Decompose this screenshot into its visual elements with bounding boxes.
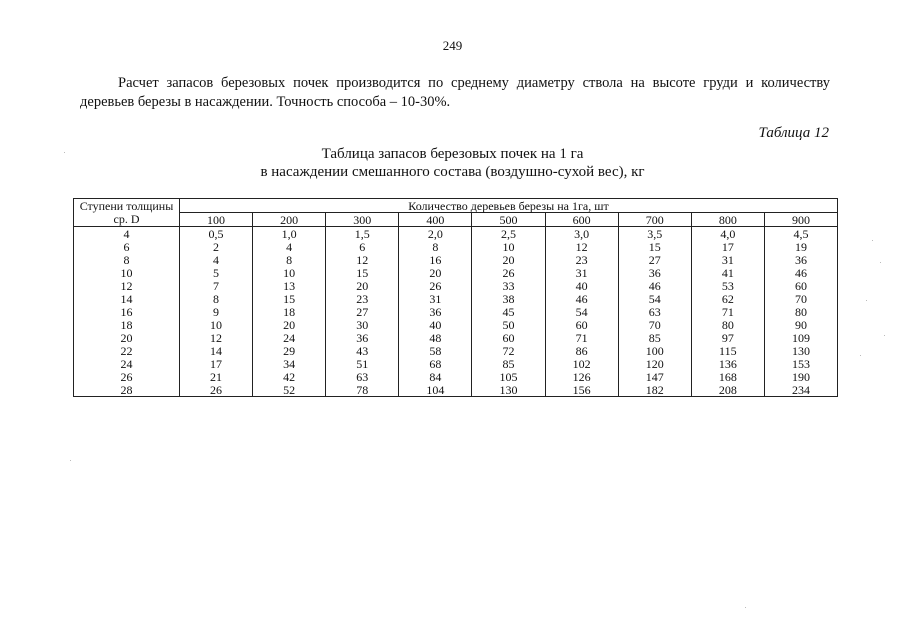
- stock-value-cell: 36: [399, 305, 472, 318]
- table-row: [74, 266, 838, 279]
- stock-value-cell: 153: [764, 357, 837, 370]
- stock-value-cell: 84: [399, 370, 472, 383]
- column-header: 300: [326, 213, 399, 227]
- stock-value-cell: 16: [399, 253, 472, 266]
- table-row: [74, 240, 838, 253]
- stock-value-cell: 147: [618, 370, 691, 383]
- scan-speck: [880, 262, 881, 263]
- diameter-cell: 12: [74, 279, 180, 292]
- stock-value-cell: 2: [180, 240, 253, 253]
- column-header: 100: [180, 213, 253, 227]
- stock-value-cell: 156: [545, 383, 618, 397]
- table-row: [74, 370, 838, 383]
- table-row: [74, 227, 838, 241]
- stock-value-cell: 41: [691, 266, 764, 279]
- column-header: 600: [545, 213, 618, 227]
- column-header: 800: [691, 213, 764, 227]
- stock-value-cell: 14: [180, 344, 253, 357]
- intro-paragraph: Расчет запасов березовых почек производится по среднему диаметру ствола на высоте груди и количеству деревьев березы в насаждении. Точность способа – 10-30%.: [80, 75, 830, 110]
- stock-value-cell: 102: [545, 357, 618, 370]
- stock-value-cell: 7: [180, 279, 253, 292]
- stock-value-cell: 24: [253, 331, 326, 344]
- stock-value-cell: 31: [691, 253, 764, 266]
- diameter-cell: 16: [74, 305, 180, 318]
- stock-value-cell: 62: [691, 292, 764, 305]
- stock-value-cell: 72: [472, 344, 545, 357]
- stock-value-cell: 54: [545, 305, 618, 318]
- stock-value-cell: 26: [180, 383, 253, 397]
- diameter-cell: 14: [74, 292, 180, 305]
- stock-value-cell: 168: [691, 370, 764, 383]
- stock-value-cell: 60: [472, 331, 545, 344]
- scan-speck: [872, 240, 873, 241]
- table-row: [74, 292, 838, 305]
- stock-value-cell: 85: [472, 357, 545, 370]
- table-row: [74, 383, 838, 397]
- stock-value-cell: 23: [326, 292, 399, 305]
- stock-value-cell: 52: [253, 383, 326, 397]
- group-header: Количество деревьев березы на 1га, шт: [180, 199, 838, 213]
- stock-value-cell: 17: [180, 357, 253, 370]
- stock-value-cell: 70: [618, 318, 691, 331]
- stock-value-cell: 15: [253, 292, 326, 305]
- scan-speck: [860, 355, 861, 356]
- stock-value-cell: 31: [399, 292, 472, 305]
- stock-value-cell: 53: [691, 279, 764, 292]
- stock-value-cell: 109: [764, 331, 837, 344]
- stock-value-cell: 20: [472, 253, 545, 266]
- stock-value-cell: 26: [472, 266, 545, 279]
- stock-value-cell: 3,0: [545, 227, 618, 241]
- table-row: [74, 331, 838, 344]
- diameter-cell: 8: [74, 253, 180, 266]
- stock-value-cell: 70: [764, 292, 837, 305]
- stock-value-cell: 105: [472, 370, 545, 383]
- table-row: [74, 253, 838, 266]
- stock-value-cell: 54: [618, 292, 691, 305]
- table-row: [74, 279, 838, 292]
- stock-value-cell: 48: [399, 331, 472, 344]
- scan-speck: [745, 607, 746, 608]
- scan-speck: [64, 152, 65, 153]
- stock-value-cell: 100: [618, 344, 691, 357]
- stock-value-cell: 38: [472, 292, 545, 305]
- stock-value-cell: 12: [180, 331, 253, 344]
- stock-value-cell: 63: [326, 370, 399, 383]
- stock-value-cell: 29: [253, 344, 326, 357]
- stock-value-cell: 2,5: [472, 227, 545, 241]
- stock-value-cell: 126: [545, 370, 618, 383]
- column-header: 400: [399, 213, 472, 227]
- stock-value-cell: 12: [326, 253, 399, 266]
- stock-value-cell: 46: [545, 292, 618, 305]
- scan-speck: [866, 300, 867, 301]
- stock-value-cell: 18: [253, 305, 326, 318]
- stock-value-cell: 234: [764, 383, 837, 397]
- stock-value-cell: 68: [399, 357, 472, 370]
- stock-value-cell: 104: [399, 383, 472, 397]
- diameter-cell: 28: [74, 383, 180, 397]
- stock-value-cell: 30: [326, 318, 399, 331]
- stock-value-cell: 71: [691, 305, 764, 318]
- diameter-cell: 24: [74, 357, 180, 370]
- stock-value-cell: 23: [545, 253, 618, 266]
- stock-value-cell: 90: [764, 318, 837, 331]
- page-number: 249: [442, 38, 463, 53]
- stock-value-cell: 10: [253, 266, 326, 279]
- stock-value-cell: 86: [545, 344, 618, 357]
- bud-stock-table: [73, 198, 838, 397]
- table-row: [74, 357, 838, 370]
- stock-value-cell: 40: [545, 279, 618, 292]
- stock-value-cell: 1,5: [326, 227, 399, 241]
- stock-value-cell: 58: [399, 344, 472, 357]
- column-header: 500: [472, 213, 545, 227]
- stock-value-cell: 10: [180, 318, 253, 331]
- stock-value-cell: 4,5: [764, 227, 837, 241]
- stock-value-cell: 78: [326, 383, 399, 397]
- stock-value-cell: 97: [691, 331, 764, 344]
- stock-value-cell: 4: [253, 240, 326, 253]
- stock-value-cell: 5: [180, 266, 253, 279]
- stock-value-cell: 34: [253, 357, 326, 370]
- column-header: 700: [618, 213, 691, 227]
- stock-value-cell: 26: [399, 279, 472, 292]
- diameter-cell: 10: [74, 266, 180, 279]
- stock-value-cell: 36: [764, 253, 837, 266]
- stock-value-cell: 27: [326, 305, 399, 318]
- stock-value-cell: 20: [253, 318, 326, 331]
- stock-value-cell: 42: [253, 370, 326, 383]
- stock-value-cell: 120: [618, 357, 691, 370]
- stock-value-cell: 13: [253, 279, 326, 292]
- stock-value-cell: 208: [691, 383, 764, 397]
- scan-speck: [70, 460, 71, 461]
- stock-value-cell: 71: [545, 331, 618, 344]
- stock-value-cell: 136: [691, 357, 764, 370]
- stock-value-cell: 17: [691, 240, 764, 253]
- stock-value-cell: 8: [399, 240, 472, 253]
- table-row: [74, 305, 838, 318]
- table-title-line-2: в насаждении смешанного состава (воздушно-сухой вес), кг: [260, 164, 645, 180]
- stock-value-cell: 36: [326, 331, 399, 344]
- stock-value-cell: 43: [326, 344, 399, 357]
- stock-value-cell: 9: [180, 305, 253, 318]
- stock-value-cell: 40: [399, 318, 472, 331]
- stock-value-cell: 4,0: [691, 227, 764, 241]
- stock-value-cell: 46: [764, 266, 837, 279]
- stock-value-cell: 1,0: [253, 227, 326, 241]
- stock-value-cell: 46: [618, 279, 691, 292]
- stock-value-cell: 130: [472, 383, 545, 397]
- column-header: 200: [253, 213, 326, 227]
- stock-value-cell: 15: [618, 240, 691, 253]
- stub-header-line-2: ср. D: [74, 213, 180, 227]
- stock-value-cell: 85: [618, 331, 691, 344]
- table-row: [74, 318, 838, 331]
- stock-value-cell: 80: [764, 305, 837, 318]
- table-label: Таблица 12: [758, 125, 829, 141]
- stock-value-cell: 80: [691, 318, 764, 331]
- column-header: 900: [764, 213, 837, 227]
- diameter-cell: 26: [74, 370, 180, 383]
- stock-value-cell: 60: [545, 318, 618, 331]
- stock-value-cell: 190: [764, 370, 837, 383]
- stock-value-cell: 45: [472, 305, 545, 318]
- stock-value-cell: 182: [618, 383, 691, 397]
- stock-value-cell: 19: [764, 240, 837, 253]
- stock-value-cell: 12: [545, 240, 618, 253]
- stock-value-cell: 115: [691, 344, 764, 357]
- stock-value-cell: 50: [472, 318, 545, 331]
- column-header-row: [74, 213, 838, 227]
- diameter-cell: 20: [74, 331, 180, 344]
- stock-value-cell: 20: [399, 266, 472, 279]
- diameter-cell: 22: [74, 344, 180, 357]
- stock-value-cell: 6: [326, 240, 399, 253]
- diameter-cell: 4: [74, 227, 180, 241]
- table-row: [74, 344, 838, 357]
- scan-speck: [884, 335, 885, 336]
- table-body: [74, 227, 838, 397]
- stock-value-cell: 21: [180, 370, 253, 383]
- stock-value-cell: 20: [326, 279, 399, 292]
- diameter-cell: 18: [74, 318, 180, 331]
- stock-value-cell: 8: [180, 292, 253, 305]
- stock-value-cell: 31: [545, 266, 618, 279]
- table-title-line-1: Таблица запасов березовых почек на 1 га: [321, 146, 584, 162]
- stub-header-line-1: Ступени толщины: [74, 199, 180, 213]
- stock-value-cell: 3,5: [618, 227, 691, 241]
- stock-value-cell: 4: [180, 253, 253, 266]
- stock-value-cell: 27: [618, 253, 691, 266]
- stock-value-cell: 63: [618, 305, 691, 318]
- stock-value-cell: 60: [764, 279, 837, 292]
- stock-value-cell: 33: [472, 279, 545, 292]
- stock-value-cell: 10: [472, 240, 545, 253]
- stock-value-cell: 36: [618, 266, 691, 279]
- stock-value-cell: 15: [326, 266, 399, 279]
- stock-value-cell: 2,0: [399, 227, 472, 241]
- stock-value-cell: 130: [764, 344, 837, 357]
- stock-value-cell: 0,5: [180, 227, 253, 241]
- diameter-cell: 6: [74, 240, 180, 253]
- stock-value-cell: 8: [253, 253, 326, 266]
- stock-value-cell: 51: [326, 357, 399, 370]
